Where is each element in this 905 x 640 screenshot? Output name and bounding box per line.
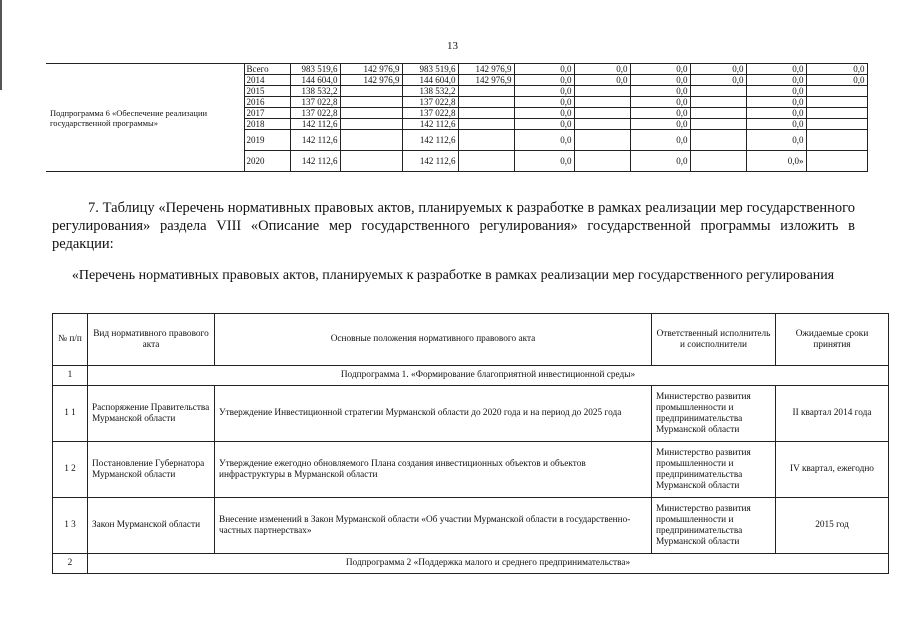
amount-cell — [574, 130, 630, 151]
amount-cell — [340, 130, 402, 151]
amount-cell: 0,0 — [806, 75, 867, 86]
amount-cell: 138 532,2 — [290, 86, 340, 97]
amount-cell: 0,0 — [690, 75, 746, 86]
amount-cell — [806, 151, 867, 172]
amount-cell — [806, 130, 867, 151]
section-title: Подпрограмма 2 «Поддержка малого и среднего предпринимательства» — [88, 554, 889, 574]
amount-cell: 0,0 — [514, 86, 574, 97]
amount-cell — [690, 151, 746, 172]
row-provisions: Утверждение Инвестиционной стратегии Мурманской области до 2020 года и на период до 2025 года — [215, 386, 652, 442]
amount-cell — [574, 97, 630, 108]
amount-cell: 142 976,9 — [340, 64, 402, 75]
amount-cell: 0,0 — [514, 108, 574, 119]
amount-cell — [340, 97, 402, 108]
amount-cell: 0,0 — [630, 151, 690, 172]
amount-cell: 137 022,8 — [290, 97, 340, 108]
row-provisions: Внесение изменений в Закон Мурманской области «Об участии Мурманской области в государственно-частных партнерствах» — [215, 498, 652, 554]
amount-cell — [458, 151, 514, 172]
amount-cell: 137 022,8 — [290, 108, 340, 119]
amount-cell: 0,0 — [630, 119, 690, 130]
amount-cell: 0,0 — [746, 75, 806, 86]
amount-cell — [458, 86, 514, 97]
amount-cell: 0,0 — [746, 119, 806, 130]
page-number: 13 — [447, 40, 458, 52]
amount-cell: 142 112,6 — [290, 130, 340, 151]
table-header-row — [53, 314, 889, 366]
amount-cell: 983 519,6 — [402, 64, 458, 75]
row-deadline: IV квартал, ежегодно — [776, 442, 889, 498]
amount-cell: 0,0 — [514, 119, 574, 130]
table-title: «Перечень нормативных правовых актов, планируемых к разработке в рамках реализации мер государственного регулирования — [71, 268, 835, 283]
year-cell: 2014 — [244, 75, 290, 86]
amount-cell: 0,0 — [514, 97, 574, 108]
subprogram-label: Подпрограмма 6 «Обеспечение реализации государственной программы» — [46, 64, 244, 172]
amount-cell: 0,0 — [690, 64, 746, 75]
row-responsible: Министерство развития промышленности и предпринимательства Мурманской области — [652, 498, 776, 554]
amendment-paragraph: 7. Таблицу «Перечень нормативных правовых актов, планируемых к разработке в рамках реализации мер государственного регулирования» раздела VIII «Описание мер государственного регулирования» государственной программы изложить в редакции: — [52, 200, 855, 252]
amount-cell — [458, 130, 514, 151]
year-cell: 2015 — [244, 86, 290, 97]
row-deadline: 2015 год — [776, 498, 889, 554]
amount-cell: 142 112,6 — [290, 119, 340, 130]
amount-cell: 142 976,9 — [340, 75, 402, 86]
amount-cell — [340, 108, 402, 119]
year-cell: Всего — [244, 64, 290, 75]
header-responsible: Ответственный исполнитель и соисполнители — [652, 314, 776, 366]
year-cell: 2020 — [244, 151, 290, 172]
amount-cell: 0,0 — [574, 75, 630, 86]
amount-cell: 144 604,0 — [290, 75, 340, 86]
amount-cell — [574, 119, 630, 130]
section-title: Подпрограмма 1. «Формирование благоприятной инвестиционной среды» — [88, 366, 889, 386]
section-row-1 — [53, 366, 889, 386]
amount-cell — [690, 108, 746, 119]
amount-cell — [690, 86, 746, 97]
row-act-type: Постановление Губернатора Мурманской области — [88, 442, 215, 498]
amount-cell: 138 532,2 — [402, 86, 458, 97]
normative-acts-table — [52, 313, 889, 574]
year-cell: 2019 — [244, 130, 290, 151]
amount-cell: 0,0 — [630, 64, 690, 75]
amount-cell — [340, 151, 402, 172]
amount-cell: 142 976,9 — [458, 64, 514, 75]
amount-cell: 0,0 — [746, 64, 806, 75]
amount-cell — [806, 119, 867, 130]
amount-cell: 142 112,6 — [402, 130, 458, 151]
amount-cell — [340, 86, 402, 97]
amount-cell — [690, 119, 746, 130]
section-num: 2 — [53, 554, 88, 574]
amount-cell — [574, 108, 630, 119]
row-responsible: Министерство развития промышленности и предпринимательства Мурманской области — [652, 386, 776, 442]
amount-cell: 0,0 — [630, 108, 690, 119]
amount-cell: 0,0 — [514, 130, 574, 151]
section-row-2 — [53, 554, 889, 574]
header-provisions: Основные положения нормативного правового акта — [215, 314, 652, 366]
amount-cell: 0,0 — [630, 86, 690, 97]
table-row — [53, 498, 889, 554]
year-cell: 2017 — [244, 108, 290, 119]
amount-cell: 0,0 — [746, 108, 806, 119]
row-act-type: Распоряжение Правительства Мурманской области — [88, 386, 215, 442]
amount-cell: 0,0 — [630, 130, 690, 151]
amount-cell — [340, 119, 402, 130]
row-act-type: Закон Мурманской области — [88, 498, 215, 554]
financing-table — [46, 63, 868, 172]
financing-row — [46, 64, 867, 75]
amount-cell — [690, 130, 746, 151]
header-num: № п/п — [53, 314, 88, 366]
amount-cell: 137 022,8 — [402, 97, 458, 108]
amount-cell: 0,0 — [630, 75, 690, 86]
amount-cell — [806, 97, 867, 108]
amount-cell: 0,0 — [746, 97, 806, 108]
section-num: 1 — [53, 366, 88, 386]
amount-cell: 0,0 — [514, 64, 574, 75]
header-deadline: Ожидаемые сроки принятия — [776, 314, 889, 366]
amount-cell — [574, 86, 630, 97]
table-row — [53, 442, 889, 498]
table-row — [53, 386, 889, 442]
row-num: 1 3 — [53, 498, 88, 554]
year-cell: 2016 — [244, 97, 290, 108]
amount-cell: 142 112,6 — [290, 151, 340, 172]
amount-cell — [806, 86, 867, 97]
amount-cell — [458, 108, 514, 119]
row-num: 1 1 — [53, 386, 88, 442]
row-num: 1 2 — [53, 442, 88, 498]
amount-cell: 0,0 — [746, 130, 806, 151]
row-provisions: Утверждение ежегодно обновляемого Плана создания инвестиционных объектов и объектов инфраструктуры в Мурманской области — [215, 442, 652, 498]
amount-cell: 0,0 — [514, 75, 574, 86]
amount-cell: 142 112,6 — [402, 119, 458, 130]
row-deadline: II квартал 2014 года — [776, 386, 889, 442]
year-cell: 2018 — [244, 119, 290, 130]
amount-cell: 142 112,6 — [402, 151, 458, 172]
row-responsible: Министерство развития промышленности и предпринимательства Мурманской области — [652, 442, 776, 498]
amount-cell: 0,0 — [746, 86, 806, 97]
amount-cell: 0,0 — [806, 64, 867, 75]
amount-cell — [806, 108, 867, 119]
amount-cell: 0,0» — [746, 151, 806, 172]
amount-cell: 137 022,8 — [402, 108, 458, 119]
amount-cell: 0,0 — [630, 97, 690, 108]
amount-cell: 983 519,6 — [290, 64, 340, 75]
amount-cell — [458, 97, 514, 108]
amount-cell — [574, 151, 630, 172]
amount-cell: 0,0 — [514, 151, 574, 172]
amount-cell: 0,0 — [574, 64, 630, 75]
amount-cell: 144 604,0 — [402, 75, 458, 86]
amount-cell — [690, 97, 746, 108]
header-act-type: Вид нормативного правового акта — [88, 314, 215, 366]
amount-cell: 142 976,9 — [458, 75, 514, 86]
amount-cell — [458, 119, 514, 130]
